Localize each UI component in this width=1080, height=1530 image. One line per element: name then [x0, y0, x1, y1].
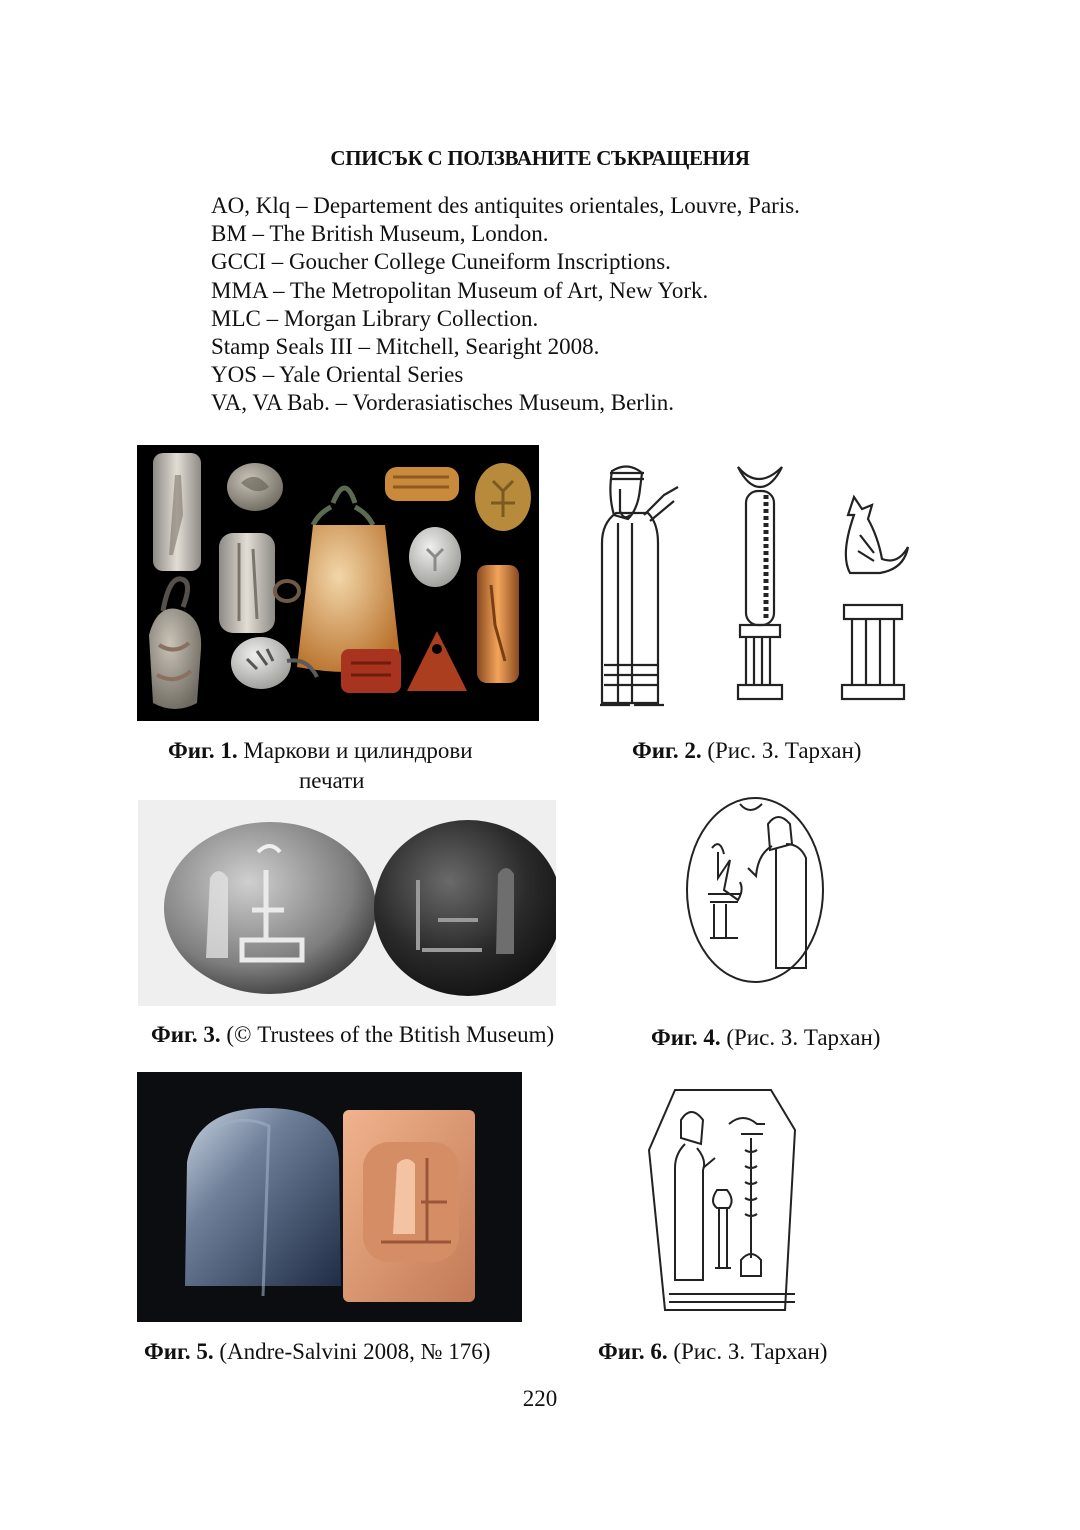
abbreviation-item: YOS – Yale Oriental Series: [211, 362, 464, 388]
figure-1-caption: [168, 736, 473, 766]
figure-1-caption-text: Маркови и цилиндрови: [243, 738, 473, 763]
figure-5-caption: [144, 1337, 490, 1367]
figure-5-caption-text: (Andre-Salvini 2008, № 176): [219, 1339, 491, 1364]
figure-1-caption-line2: печати: [299, 768, 365, 793]
figure-6-caption-text: (Рис. З. Тархан): [673, 1339, 828, 1364]
figure-1-label: Фиг. 1.: [168, 738, 238, 763]
figure-6-drawing: [645, 1080, 800, 1326]
abbreviation-item: AO, Klq – Departement des antiquites orientales, Louvre, Paris.: [211, 193, 800, 218]
figure-3-label: Фиг. 3.: [151, 1022, 221, 1047]
figure-2-caption-text: (Рис. З. Тархан): [707, 738, 862, 763]
page-number: 220: [522, 1386, 558, 1411]
abbreviation-item: Stamp Seals III – Mitchell, Searight 2008.: [211, 334, 600, 360]
figure-4-label: Фиг. 4.: [651, 1025, 721, 1050]
figure-6-label: Фиг. 6.: [598, 1339, 668, 1364]
figure-4-drawing: [680, 790, 830, 992]
abbreviation-item: MMA – The Metropolitan Museum of Art, New York.: [211, 277, 709, 303]
figure-2-label: Фиг. 2.: [632, 738, 702, 763]
page-heading: СПИСЪК С ПОЛЗВАНИТЕ СЪКРАЩЕНИЯ: [330, 146, 750, 170]
abbreviation-item: VA, VA Bab. – Vorderasiatisches Museum, Berlin.: [211, 390, 674, 416]
figure-2-caption: [632, 736, 861, 766]
figure-4-caption: [651, 1023, 880, 1053]
figure-3-caption: [151, 1020, 554, 1050]
figure-5-seal-photo: [137, 1072, 522, 1322]
abbreviation-item: BM – The British Museum, London.: [211, 221, 549, 247]
figure-2-drawing: [590, 455, 940, 715]
figure-6-caption: [598, 1337, 827, 1367]
figure-1-seals-photo: [137, 445, 539, 721]
abbreviation-item: GCCI – Goucher College Cuneiform Inscriptions.: [211, 249, 671, 275]
figure-3-seal-photo: [138, 800, 556, 1006]
abbreviation-list: [211, 192, 800, 418]
figure-3-caption-text: (© Trustees of the Btitish Museum): [226, 1022, 555, 1047]
figure-4-caption-text: (Рис. З. Тархан): [726, 1025, 881, 1050]
abbreviation-item: MLC – Morgan Library Collection.: [211, 305, 539, 331]
figure-5-label: Фиг. 5.: [144, 1339, 214, 1364]
